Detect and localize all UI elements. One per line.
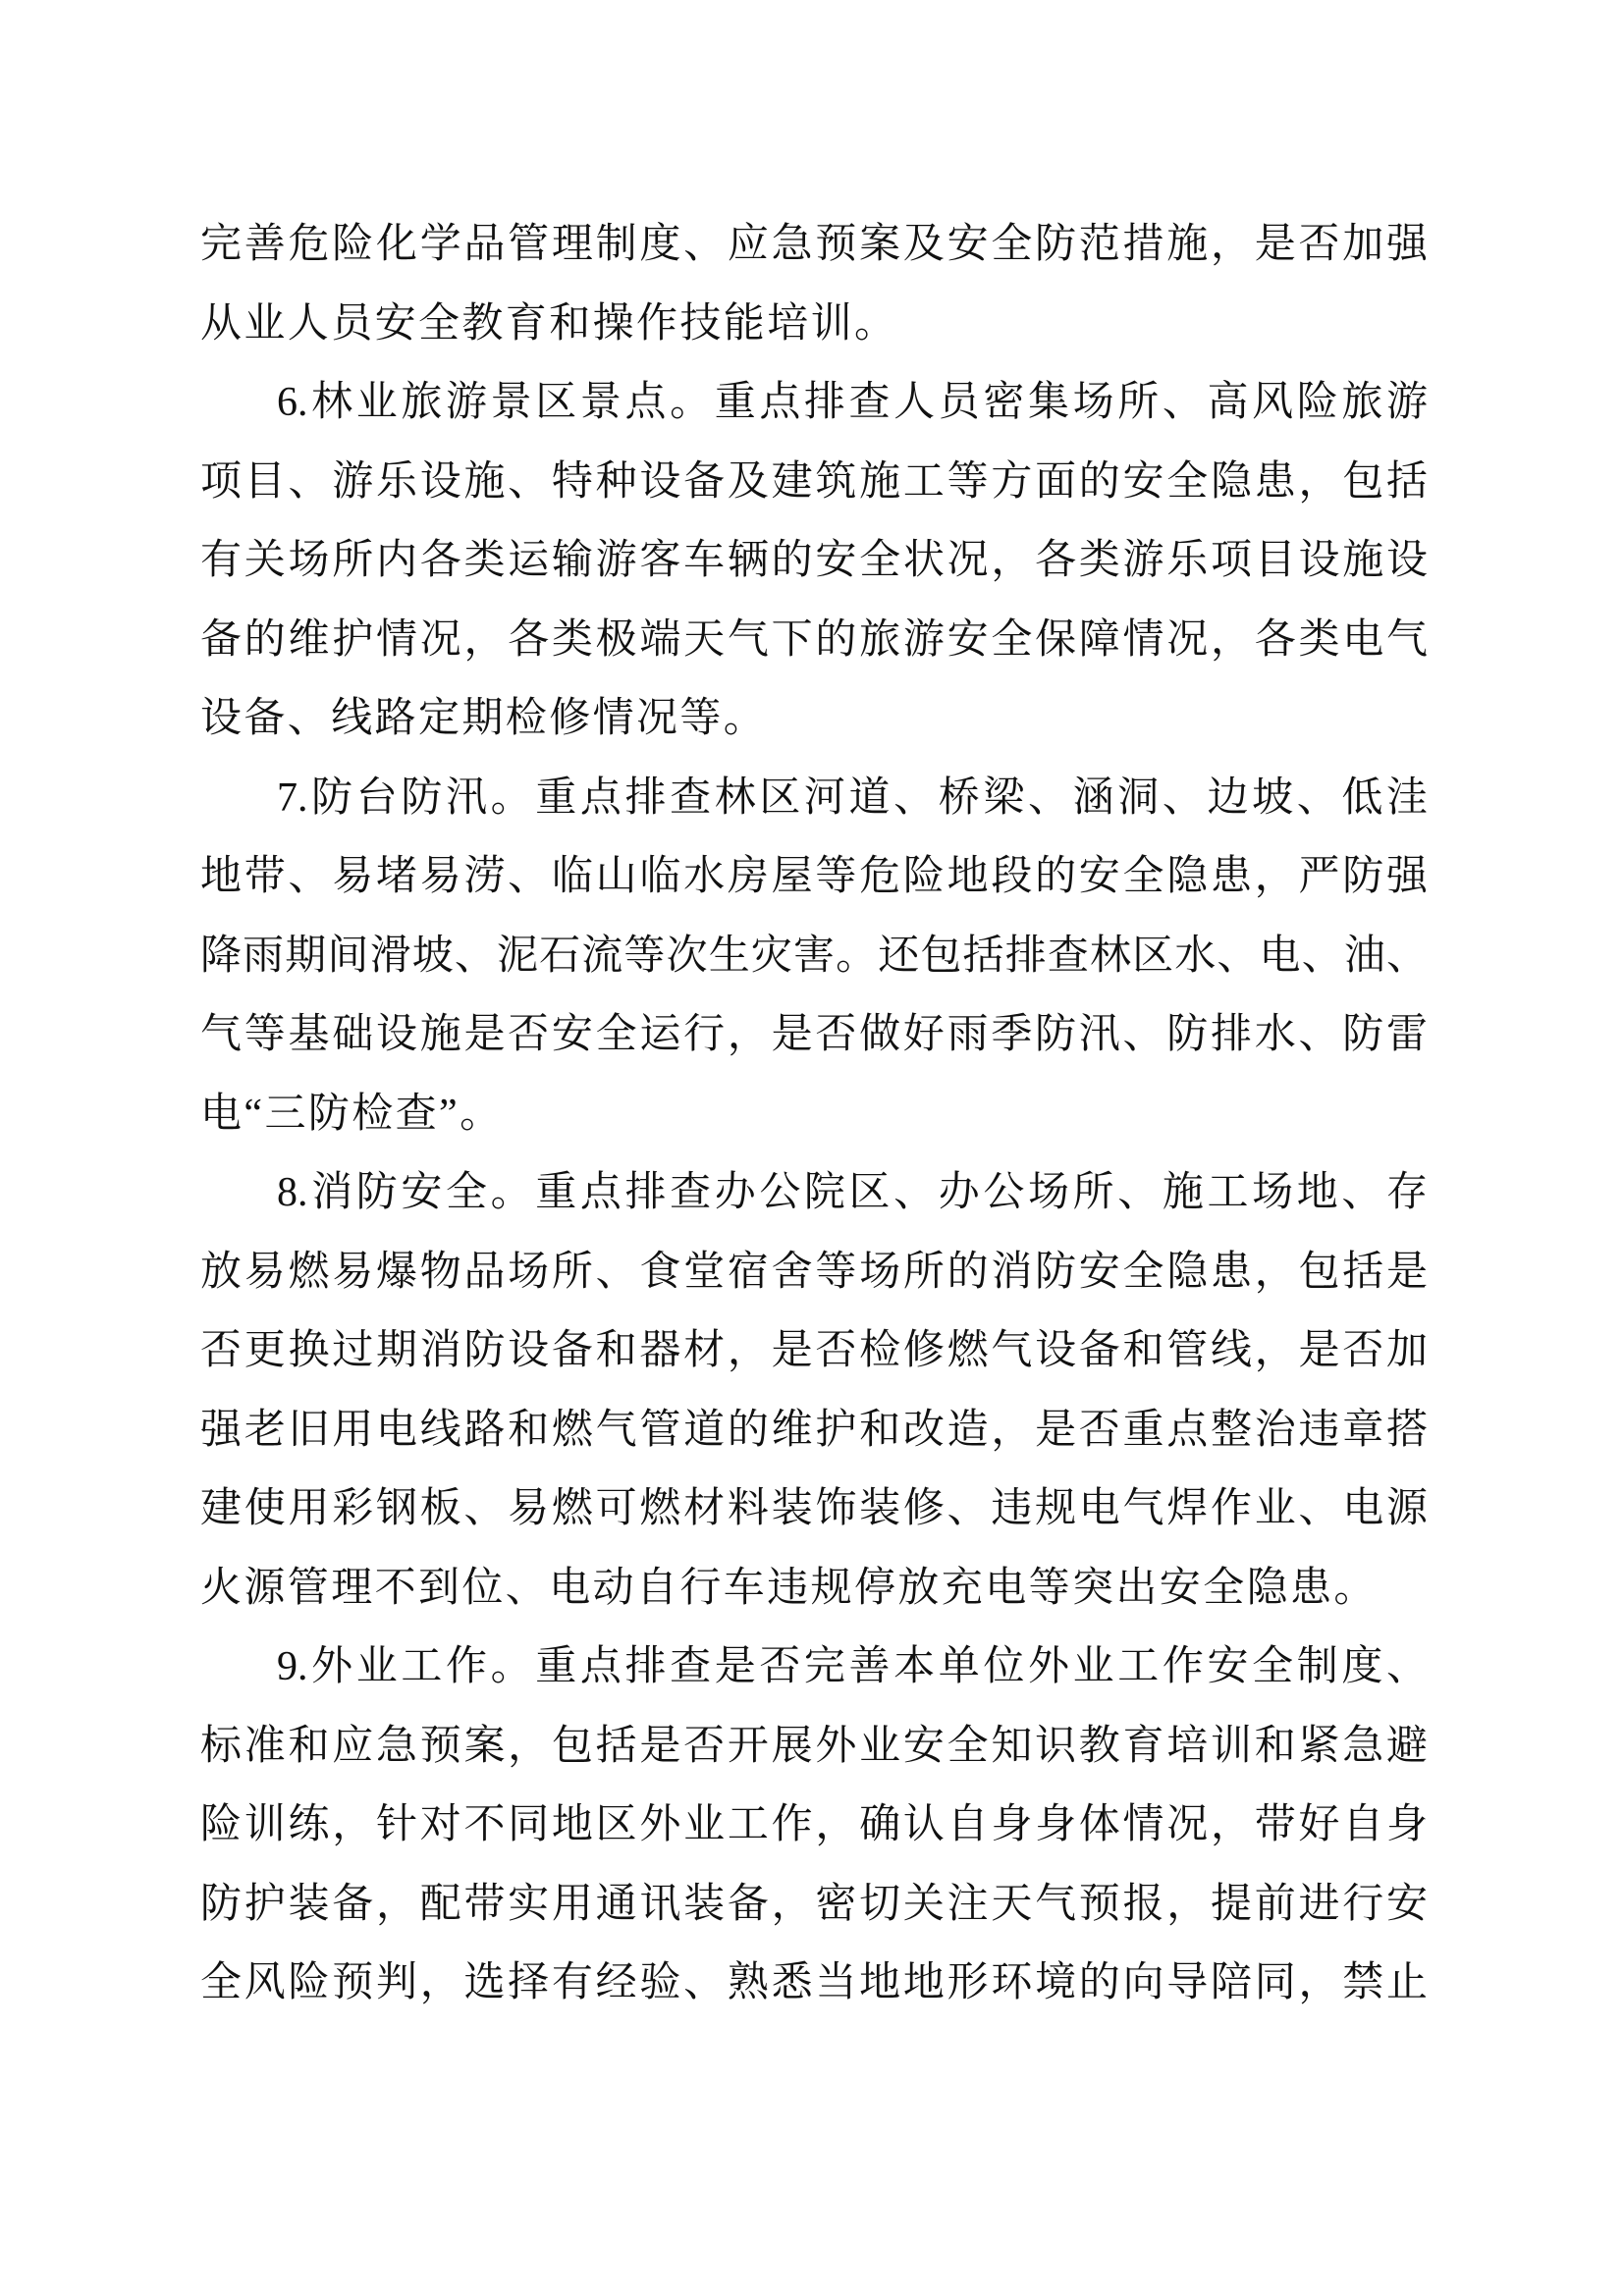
document-line: 全风险预判，选择有经验、熟悉当地地形环境的向导陪同，禁止 xyxy=(200,1960,1428,2005)
document-line: 火源管理不到位、电动自行车违规停放充电等突出安全隐患。 xyxy=(200,1565,1378,1611)
document-line: 电“三防检查”。 xyxy=(200,1091,504,1137)
document-line: 标准和应急预案，包括是否开展外业安全知识教育培训和紧急避 xyxy=(200,1723,1428,1769)
document-line: 地带、易堵易涝、临山临水房屋等危险地段的安全隐患，严防强 xyxy=(200,854,1428,899)
document-line: 放易燃易爆物品场所、食堂宿舍等场所的消防安全隐患，包括是 xyxy=(200,1249,1428,1295)
document-line: 从业人员安全教育和操作技能培训。 xyxy=(200,300,898,347)
document-line: 降雨期间滑坡、泥石流等次生灾害。还包括排查林区水、电、油、 xyxy=(200,933,1428,979)
document-line: 气等基础设施是否安全运行，是否做好雨季防汛、防排水、防雷 xyxy=(200,1012,1428,1057)
document-line: 6.林业旅游景区景点。重点排查人员密集场所、高风险旅游 xyxy=(277,380,1428,425)
document-line: 有关场所内各类运输游客车辆的安全状况，各类游乐项目设施设 xyxy=(200,538,1428,583)
document-line: 险训练，针对不同地区外业工作，确认自身身体情况，带好自身 xyxy=(200,1802,1428,1847)
document-line: 9.外业工作。重点排查是否完善本单位外业工作安全制度、 xyxy=(277,1644,1428,1689)
document-line: 强老旧用电线路和燃气管道的维护和改造，是否重点整治违章搭 xyxy=(200,1407,1428,1453)
document-line: 8.消防安全。重点排查办公院区、办公场所、施工场地、存 xyxy=(277,1170,1428,1215)
document-line: 完善危险化学品管理制度、应急预案及安全防范措施，是否加强 xyxy=(200,222,1428,267)
document-line: 否更换过期消防设备和器材，是否检修燃气设备和管线，是否加 xyxy=(200,1328,1428,1373)
document-line: 设备、线路定期检修情况等。 xyxy=(200,696,768,741)
document-line: 建使用彩钢板、易燃可燃材料装饰装修、违规电气焊作业、电源 xyxy=(200,1486,1428,1531)
text-block xyxy=(200,205,1428,2023)
document-line: 备的维护情况，各类极端天气下的旅游安全保障情况，各类电气 xyxy=(200,616,1428,663)
document-line: 项目、游乐设施、特种设备及建筑施工等方面的安全隐患，包括 xyxy=(200,458,1428,505)
document-line: 防护装备，配带实用通讯装备，密切关注天气预报，提前进行安 xyxy=(200,1881,1428,1927)
document-line: 7.防台防汛。重点排查林区河道、桥梁、涵洞、边坡、低洼 xyxy=(277,774,1428,821)
